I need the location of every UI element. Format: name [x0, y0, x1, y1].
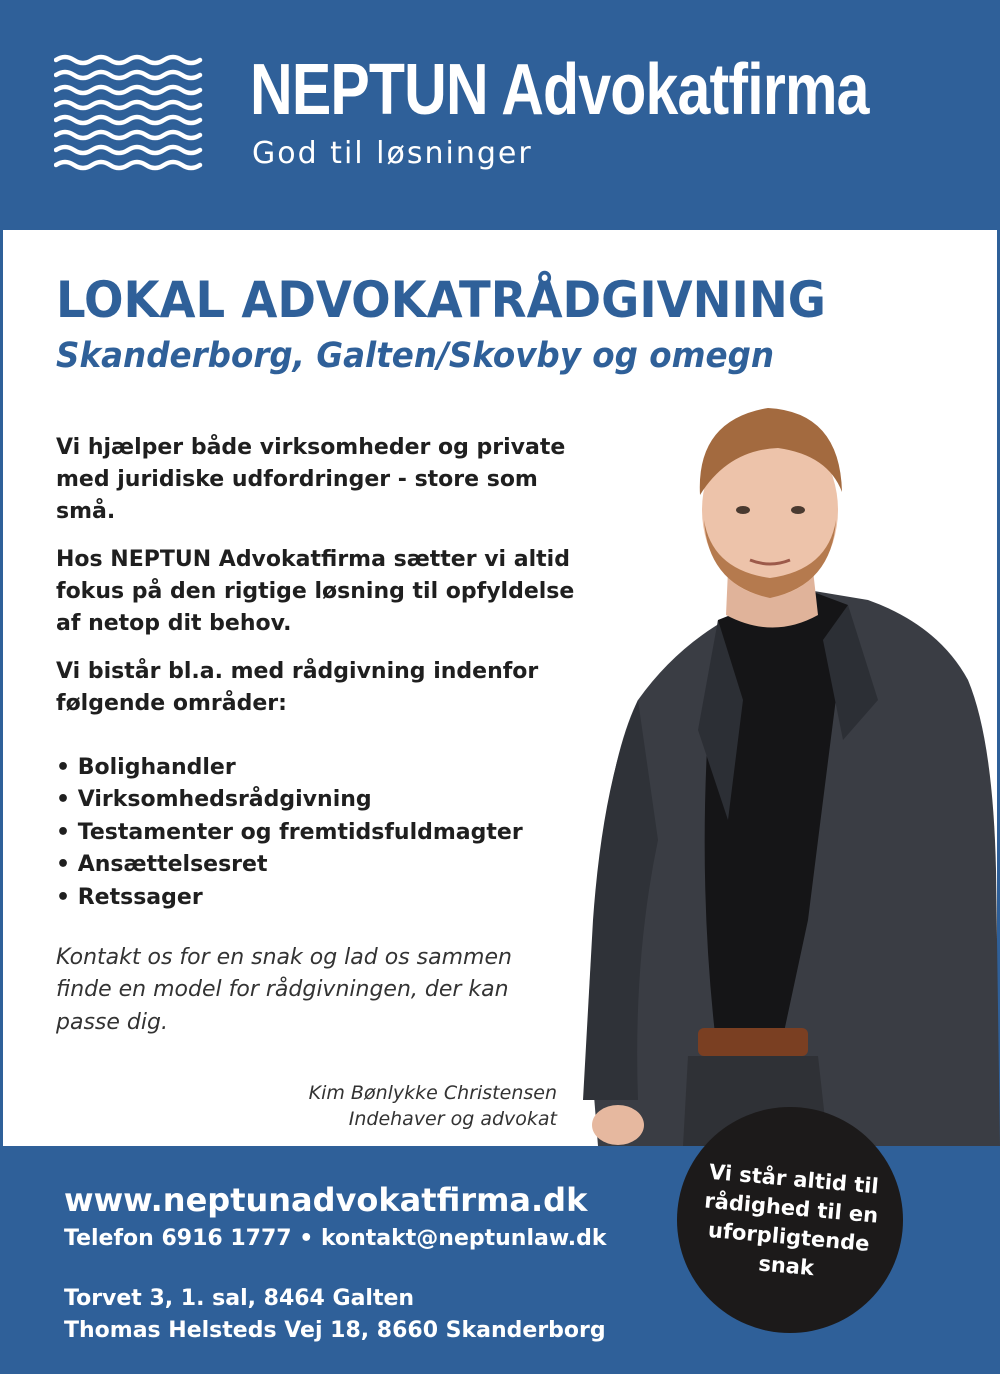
contact-prompt: Kontakt os for en snak og lad os sammen finde en model for rådgivningen, der kan passe dig.: [56, 945, 512, 1035]
page-subtitle: Skanderborg, Galten/Skovby og omegn: [56, 336, 775, 376]
badge-line: uforpligtende: [707, 1217, 871, 1256]
website-link[interactable]: www.neptunadvokatfirma.dk: [64, 1181, 588, 1219]
page-title: LOKAL ADVOKATRÅDGIVNING: [56, 271, 826, 329]
badge-line: rådighed til en: [703, 1188, 880, 1228]
contact-info[interactable]: Telefon 6916 1777 • kontakt@neptunlaw.dk: [64, 1226, 607, 1251]
list-item: • Ansættelsesret: [56, 849, 523, 881]
list-item: • Testamenter og fremtidsfuldmagter: [56, 817, 523, 849]
brand-name: NEPTUN Advokatfirma: [250, 50, 869, 130]
address-galten: Torvet 3, 1. sal, 8464 Galten: [64, 1286, 415, 1311]
services-intro-paragraph: Vi bistår bl.a. med rådgivning indenfor følgende områder:: [56, 659, 539, 716]
badge-line: snak: [757, 1251, 815, 1281]
availability-badge: [677, 1107, 903, 1333]
brand-tagline: God til løsninger: [252, 136, 533, 171]
signature: [309, 1080, 557, 1132]
signature-title: Indehaver og advokat: [348, 1108, 557, 1130]
list-item: • Retssager: [56, 882, 523, 914]
intro-paragraph: Vi hjælper både virksomheder og private med juridiske udfordringer - store som små.: [56, 435, 566, 524]
badge-text: [672, 1155, 907, 1290]
list-item: • Bolighandler: [56, 752, 523, 784]
waves-icon: [54, 54, 204, 174]
header-banner: [0, 0, 1000, 228]
badge-line: Vi står altid til: [708, 1159, 880, 1199]
list-item: • Virksomhedsrådgivning: [56, 784, 523, 816]
signature-name: Kim Bønlykke Christensen: [308, 1082, 557, 1104]
services-list: [56, 752, 523, 914]
focus-paragraph: Hos NEPTUN Advokatfirma sætter vi altid fokus på den rigtige løsning til opfyldelse af netop dit behov.: [56, 547, 575, 636]
lawyer-portrait: [578, 400, 1000, 1146]
address-skanderborg: Thomas Helsteds Vej 18, 8660 Skanderborg: [64, 1318, 606, 1343]
